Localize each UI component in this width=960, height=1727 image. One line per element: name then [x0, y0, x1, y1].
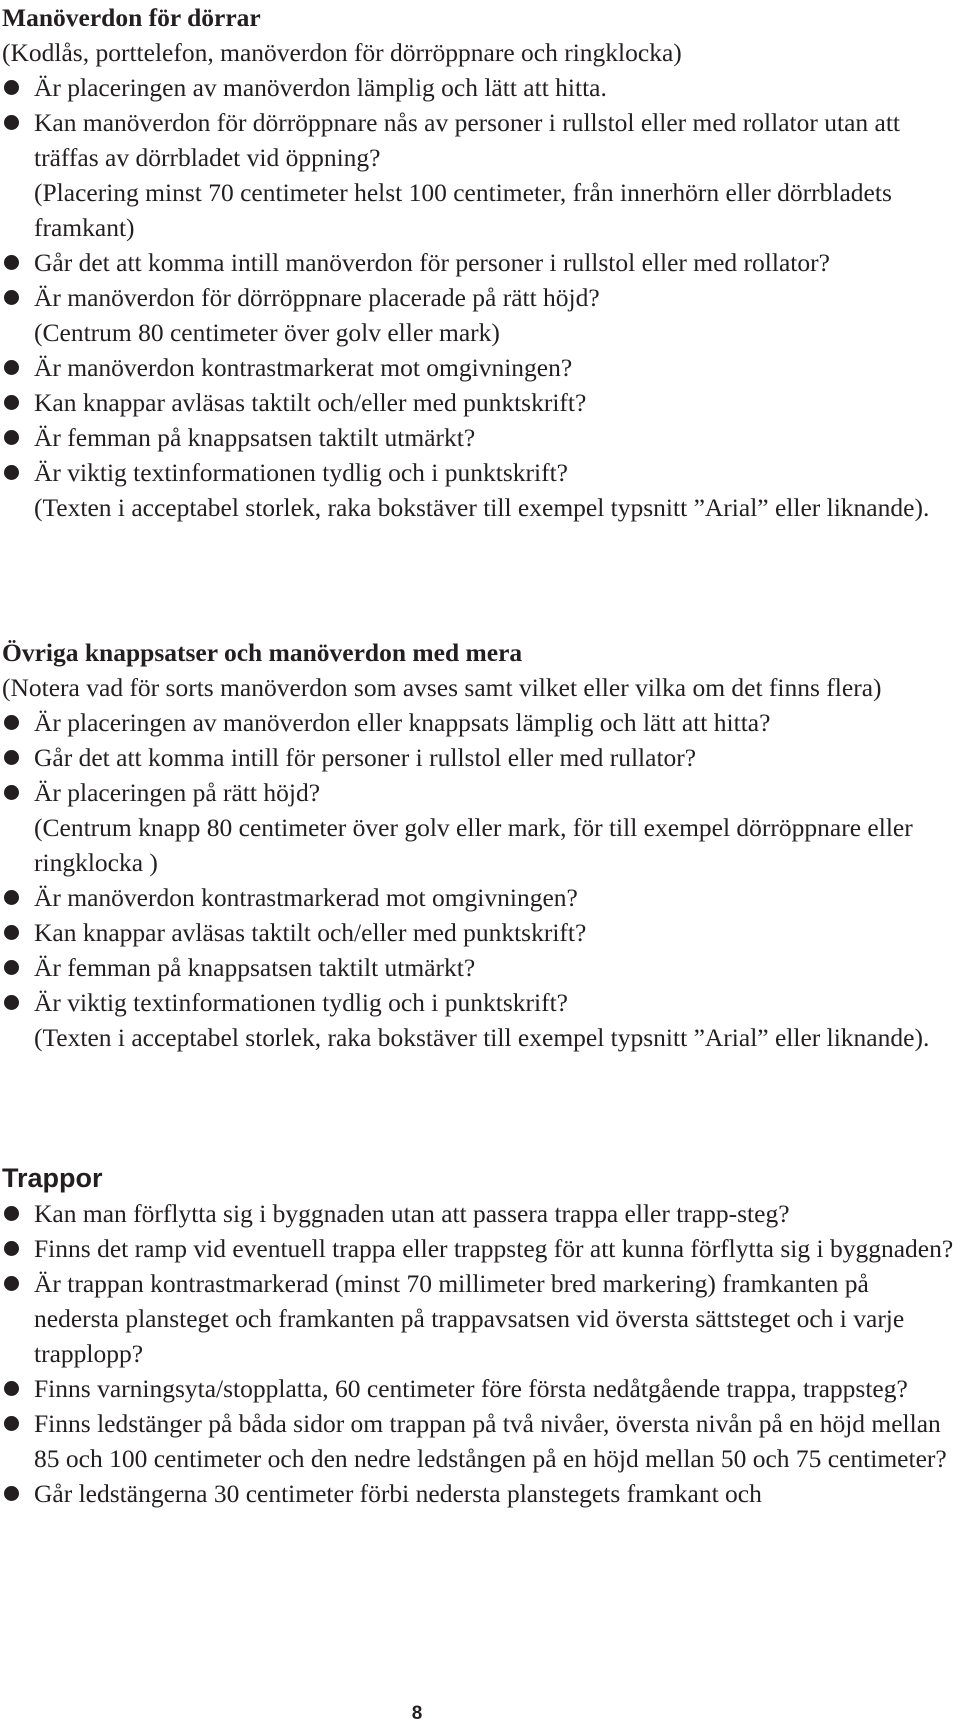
bullet-icon	[4, 255, 19, 270]
bullet-icon	[4, 395, 19, 410]
checklist-item	[0, 985, 960, 1055]
checklist-item	[0, 1476, 960, 1511]
item-text: Är placeringen av manöverdon lämplig och lätt att hitta.	[34, 73, 607, 102]
checklist-item	[0, 385, 960, 420]
checklist-item	[0, 70, 960, 105]
item-text: Går det att komma intill manöverdon för personer i rullstol eller med rollator?	[34, 248, 830, 277]
checklist-item	[0, 950, 960, 985]
checklist-item	[0, 1231, 960, 1266]
item-note: (Texten i acceptabel storlek, raka bokstäver till exempel typsnitt ”Arial” eller liknande).	[34, 1023, 930, 1052]
item-text: Går det att komma intill för personer i rullstol eller med rullator?	[34, 743, 697, 772]
checklist	[0, 70, 960, 525]
checklist-item	[0, 1196, 960, 1231]
bullet-icon	[4, 290, 19, 305]
bullet-icon	[4, 995, 19, 1010]
section-stairs	[0, 1160, 960, 1511]
section-intro: (Notera vad för sorts manöverdon som avses samt vilket eller vilka om det finns flera)	[2, 673, 882, 702]
checklist-item	[0, 350, 960, 385]
bullet-icon	[4, 750, 19, 765]
section-other-controls	[0, 635, 960, 1055]
section-intro: (Kodlås, porttelefon, manöverdon för dörröppnare och ringklocka)	[2, 38, 682, 67]
bullet-icon	[4, 960, 19, 975]
item-note: (Centrum 80 centimeter över golv eller mark)	[34, 318, 500, 347]
item-text: Är viktig textinformationen tydlig och i punktskrift?	[34, 988, 568, 1017]
bullet-icon	[4, 890, 19, 905]
bullet-icon	[4, 785, 19, 800]
item-text: Finns varningsyta/stopplatta, 60 centimeter före första nedåtgående trappa, trappsteg?	[34, 1374, 908, 1403]
checklist	[0, 1196, 960, 1511]
bullet-icon	[4, 1381, 19, 1396]
item-note: (Placering minst 70 centimeter helst 100 centimeter, från innerhörn eller dörrbladets framkant)	[34, 178, 892, 242]
item-text: Finns det ramp vid eventuell trappa eller trappsteg för att kunna förflytta sig i byggnaden?	[34, 1234, 954, 1263]
item-text: Kan manöverdon för dörröppnare nås av personer i rullstol eller med rollator utan att träffas av dörrbladet vid öppning?	[34, 108, 901, 172]
bullet-icon	[4, 1416, 19, 1431]
checklist-item	[0, 740, 960, 775]
page-number: 8	[411, 1703, 423, 1724]
item-text: Är femman på knappsatsen taktilt utmärkt?	[34, 423, 476, 452]
item-text: Kan man förflytta sig i byggnaden utan att passera trappa eller trapp-steg?	[34, 1199, 790, 1228]
item-text: Kan knappar avläsas taktilt och/eller med punktskrift?	[34, 388, 587, 417]
bullet-icon	[4, 430, 19, 445]
item-text: Är femman på knappsatsen taktilt utmärkt?	[34, 953, 476, 982]
bullet-icon	[4, 465, 19, 480]
item-text: Är manöverdon kontrastmarkerat mot omgivningen?	[34, 353, 573, 382]
item-text: Kan knappar avläsas taktilt och/eller med punktskrift?	[34, 918, 587, 947]
item-note: (Texten i acceptabel storlek, raka bokstäver till exempel typsnitt ”Arial” eller liknande).	[34, 493, 930, 522]
bullet-icon	[4, 1486, 19, 1501]
item-text: Är manöverdon för dörröppnare placerade på rätt höjd?	[34, 283, 600, 312]
bullet-icon	[4, 1276, 19, 1291]
bullet-icon	[4, 115, 19, 130]
checklist	[0, 705, 960, 1055]
checklist-item	[0, 880, 960, 915]
bullet-icon	[4, 80, 19, 95]
item-text: Är manöverdon kontrastmarkerad mot omgivningen?	[34, 883, 578, 912]
bullet-icon	[4, 1206, 19, 1221]
checklist-item	[0, 775, 960, 880]
section-title: Manöverdon för dörrar	[2, 3, 261, 32]
checklist-item	[0, 1406, 960, 1476]
section-title: Trappor	[2, 1163, 103, 1193]
item-text: Är trappan kontrastmarkerad (minst 70 millimeter bred markering) framkanten på nedersta plansteget och framkanten på trappavsatsen vid översta sättsteget och i varje trapplopp?	[34, 1269, 905, 1368]
checklist-item	[0, 915, 960, 950]
item-text: Är placeringen av manöverdon eller knappsats lämplig och lätt att hitta?	[34, 708, 771, 737]
item-text: Finns ledstänger på båda sidor om trappan på två nivåer, översta nivån på en höjd mellan 85 och 100 centimeter och den nedre ledstången på en höjd mellan 50 och 75 centimeter?	[34, 1409, 947, 1473]
checklist-item	[0, 105, 960, 245]
checklist-item	[0, 245, 960, 280]
item-note: (Centrum knapp 80 centimeter över golv eller mark, för till exempel dörröppnare eller ringklocka )	[34, 813, 913, 877]
checklist-item	[0, 1266, 960, 1371]
item-text: Är placeringen på rätt höjd?	[34, 778, 321, 807]
bullet-icon	[4, 1241, 19, 1256]
bullet-icon	[4, 925, 19, 940]
item-text: Är viktig textinformationen tydlig och i punktskrift?	[34, 458, 568, 487]
checklist-item	[0, 455, 960, 525]
checklist-item	[0, 705, 960, 740]
item-text: Går ledstängerna 30 centimeter förbi nedersta planstegets framkant och	[34, 1479, 762, 1508]
checklist-item	[0, 280, 960, 350]
checklist-item	[0, 1371, 960, 1406]
section-door-controls	[0, 0, 960, 525]
section-title: Övriga knappsatser och manöverdon med mera	[2, 638, 523, 667]
bullet-icon	[4, 715, 19, 730]
bullet-icon	[4, 360, 19, 375]
checklist-item	[0, 420, 960, 455]
